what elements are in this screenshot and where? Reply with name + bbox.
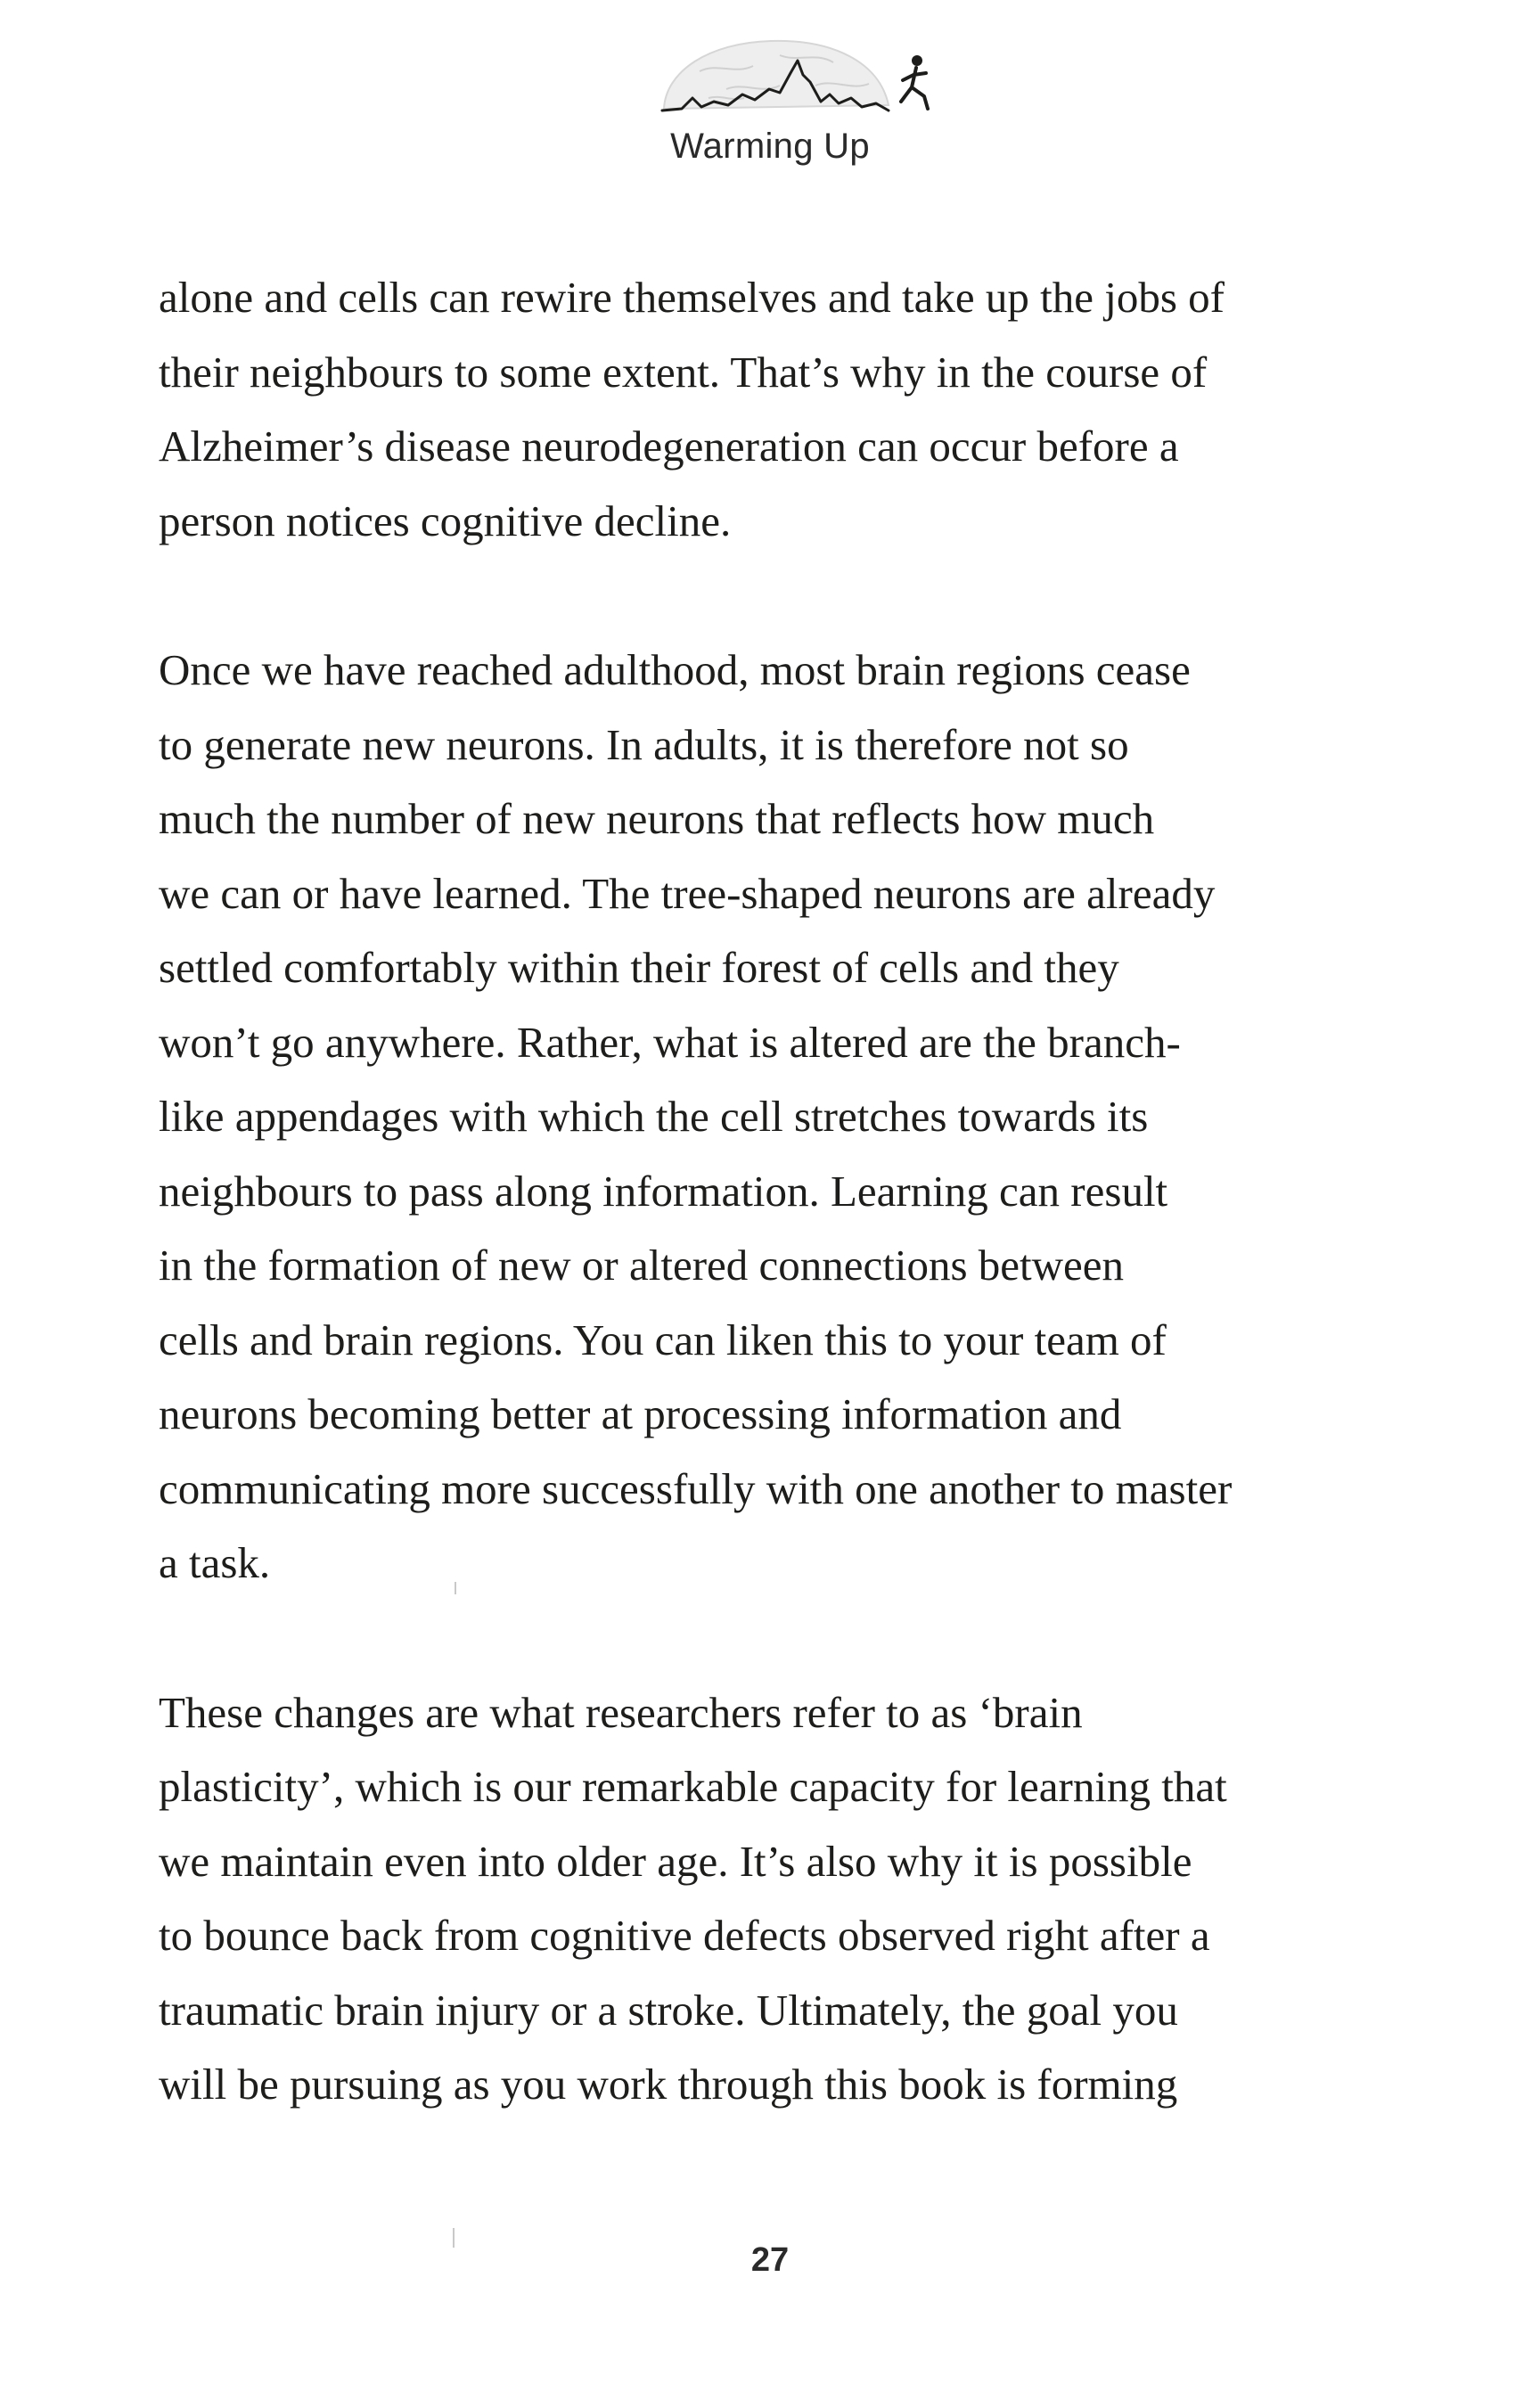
text-line: cells and brain regions. You can liken this to your team of bbox=[159, 1315, 1167, 1364]
text-line: like appendages with which the cell stretches towards its bbox=[159, 1092, 1149, 1141]
paragraph bbox=[159, 1675, 1406, 2122]
text-line: plasticity’, which is our remarkable capacity for learning that bbox=[159, 1762, 1227, 1811]
text-line: will be pursuing as you work through this book is forming bbox=[159, 2060, 1178, 2109]
text-line: These changes are what researchers refer to as ‘brain bbox=[159, 1687, 1083, 1737]
text-line: Once we have reached adulthood, most brain regions cease bbox=[159, 645, 1191, 694]
text-line: won’t go anywhere. Rather, what is altered are the branch- bbox=[159, 1017, 1181, 1067]
text-line: we maintain even into older age. It’s also why it is possible bbox=[159, 1836, 1192, 1886]
text-line: alone and cells can rewire themselves and take up the jobs of bbox=[159, 273, 1225, 322]
text-line: a task. bbox=[159, 1538, 271, 1587]
text-line: neighbours to pass along information. Learning can result bbox=[159, 1166, 1168, 1216]
text-line: traumatic brain injury or a stroke. Ultimately, the goal you bbox=[159, 1985, 1178, 2035]
text-line: communicating more successfully with one another to master bbox=[159, 1463, 1233, 1513]
text-line: to bounce back from cognitive defects observed right after a bbox=[159, 1911, 1210, 1960]
text-line: neurons becoming better at processing information and bbox=[159, 1389, 1122, 1438]
text-line: in the formation of new or altered connections between bbox=[159, 1241, 1125, 1290]
text-line: we can or have learned. The tree-shaped neurons are already bbox=[159, 868, 1216, 918]
paragraph bbox=[159, 260, 1406, 558]
scan-speck bbox=[455, 1582, 456, 1594]
page-number: 27 bbox=[750, 2241, 790, 2279]
running-head: Warming Up bbox=[670, 127, 870, 166]
text-line: much the number of new neurons that reflects how much bbox=[159, 794, 1155, 843]
text-line: settled comfortably within their forest of cells and they bbox=[159, 943, 1119, 992]
paragraph bbox=[159, 633, 1406, 1601]
text-line: to generate new neurons. In adults, it is therefore not so bbox=[159, 719, 1129, 769]
page-header bbox=[0, 27, 1540, 178]
text-line: person notices cognitive decline. bbox=[159, 496, 732, 545]
brain-runner-icon bbox=[646, 36, 949, 134]
text-line: their neighbours to some extent. That’s why in the course of bbox=[159, 347, 1208, 397]
text-line: Alzheimer’s disease neurodegeneration can occur before a bbox=[159, 422, 1179, 471]
body-text bbox=[159, 260, 1406, 2122]
